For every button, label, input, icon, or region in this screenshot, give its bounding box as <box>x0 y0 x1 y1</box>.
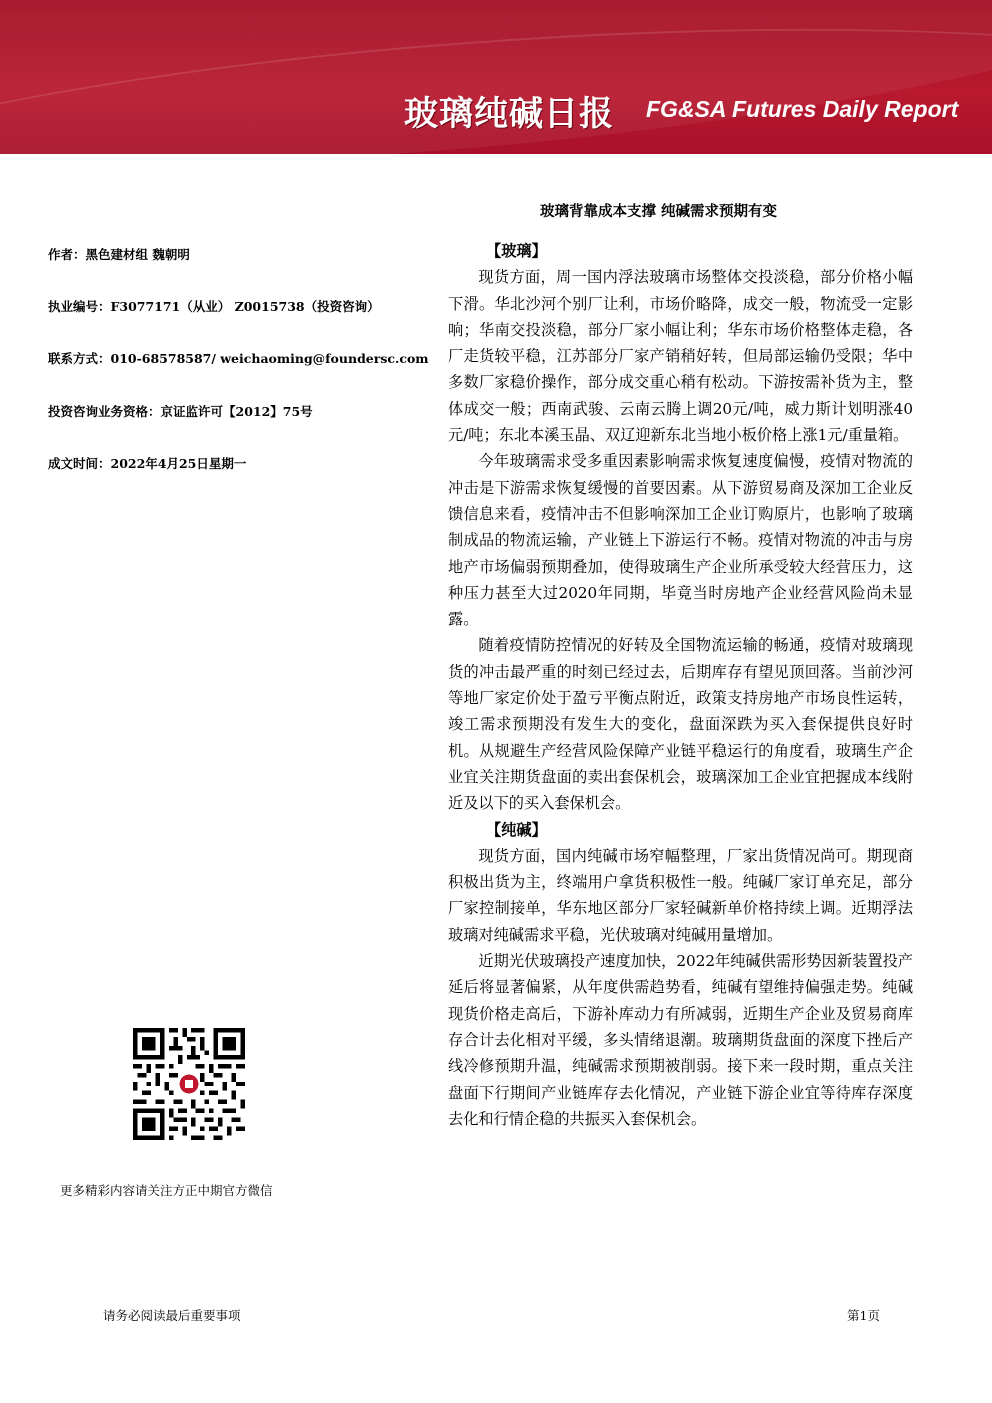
meta-date: 成文时间：2022年4月25日星期一 <box>48 456 247 471</box>
wechat-qr-code <box>133 1028 245 1140</box>
section-heading-glass: 【玻璃】 <box>486 242 547 260</box>
soda-ash-paragraph-2: 近期光伏玻璃投产速度加快，2022年纯碱供需形势因新装置投产延后将显著偏紧，从年度供需趋势看，纯碱有望维持偏强走势。纯碱现货价格走高后，下游补库动力有所减弱，近期生产企业及贸易商库存合计去化相对平缓，多头情绪退潮。玻璃期货盘面的深度下挫后产线冷修预期升温，纯碱需求预期被削弱。接下来一段时期，重点关注盘面下行期间产业链库存去化情况，产业链下游企业宜等待库存深度去化和行情企稳的共振买入套保机会。 <box>448 952 913 1128</box>
qr-caption: 更多精彩内容请关注方正中期官方微信 <box>60 1183 273 1198</box>
meta-author: 作者：黑色建材组 魏朝明 <box>48 247 190 262</box>
meta-license-no: 执业编号：F3077171（从业） Z0015738（投资咨询） <box>48 299 380 314</box>
glass-paragraph-1: 现货方面，周一国内浮法玻璃市场整体交投淡稳，部分价格小幅下滑。华北沙河个别厂让利，市场价略降，成交一般，物流受一定影响；华南交投淡稳，部分厂家小幅让利；华东市场价格整体走稳，各厂走货较平稳，江苏部分厂家产销稍好转，但局部运输仍受限；华中多数厂家稳价操作，部分成交重心稍有松动。下游按需补货为主，整体成交一般；西南武骏、云南云腾上调20元/吨，威力斯计划明涨40元/吨；东北本溪玉晶、双辽迎新东北当地小板价格上涨1元/重量箱。 <box>448 268 913 445</box>
meta-contact: 联系方式：010-68578587/ weichaoming@foundersc.com <box>48 351 429 366</box>
report-header-banner <box>0 0 992 154</box>
report-title-en: FG&SA Futures Daily Report <box>646 96 959 122</box>
glass-paragraph-3: 随着疫情防控情况的好转及全国物流运输的畅通，疫情对玻璃现货的冲击最严重的时刻已经过去，后期库存有望见顶回落。当前沙河等地厂家定价处于盈亏平衡点附近，政策支持房地产市场良性运转，竣工需求预期没有发生大的变化，盘面深跌为买入套保提供良好时机。从规避生产经营风险保障产业链平稳运行的角度看，玻璃生产企业宜关注期货盘面的卖出套保机会，玻璃深加工企业宜把握成本线附近及以下的买入套保机会。 <box>448 636 913 813</box>
page-number: 第1页 <box>847 1308 880 1323</box>
glass-paragraph-2: 今年玻璃需求受多重因素影响需求恢复速度偏慢，疫情对物流的冲击是下游需求恢复缓慢的首要因素。从下游贸易商及深加工企业反馈信息来看，疫情冲击不但影响深加工企业订购原片，也影响了玻璃制成品的物流运输，产业链上下游运行不畅。疫情对物流的冲击与房地产市场偏弱预期叠加，使得玻璃生产企业所承受较大经营压力，这种压力甚至大过2020年同期，毕竟当时房地产企业经营风险尚未显露。 <box>448 452 913 629</box>
report-title-cn: 玻璃纯碱日报 <box>404 94 614 134</box>
footer-notice: 请务必阅读最后重要事项 <box>103 1308 241 1323</box>
soda-ash-paragraph-1: 现货方面，国内纯碱市场窄幅整理，厂家出货情况尚可。期现商积极出货为主，终端用户拿货积极性一般。纯碱厂家订单充足，部分厂家控制接单，华东地区部分厂家轻碱新单价格持续上调。近期浮法玻璃对纯碱需求平稳，光伏玻璃对纯碱用量增加。 <box>448 846 913 944</box>
meta-qualification: 投资咨询业务资格：京证监许可【2012】75号 <box>48 404 313 419</box>
report-body <box>448 238 913 1132</box>
section-heading-soda-ash: 【纯碱】 <box>486 820 547 839</box>
article-title: 玻璃背靠成本支撑 纯碱需求预期有变 <box>540 203 778 220</box>
